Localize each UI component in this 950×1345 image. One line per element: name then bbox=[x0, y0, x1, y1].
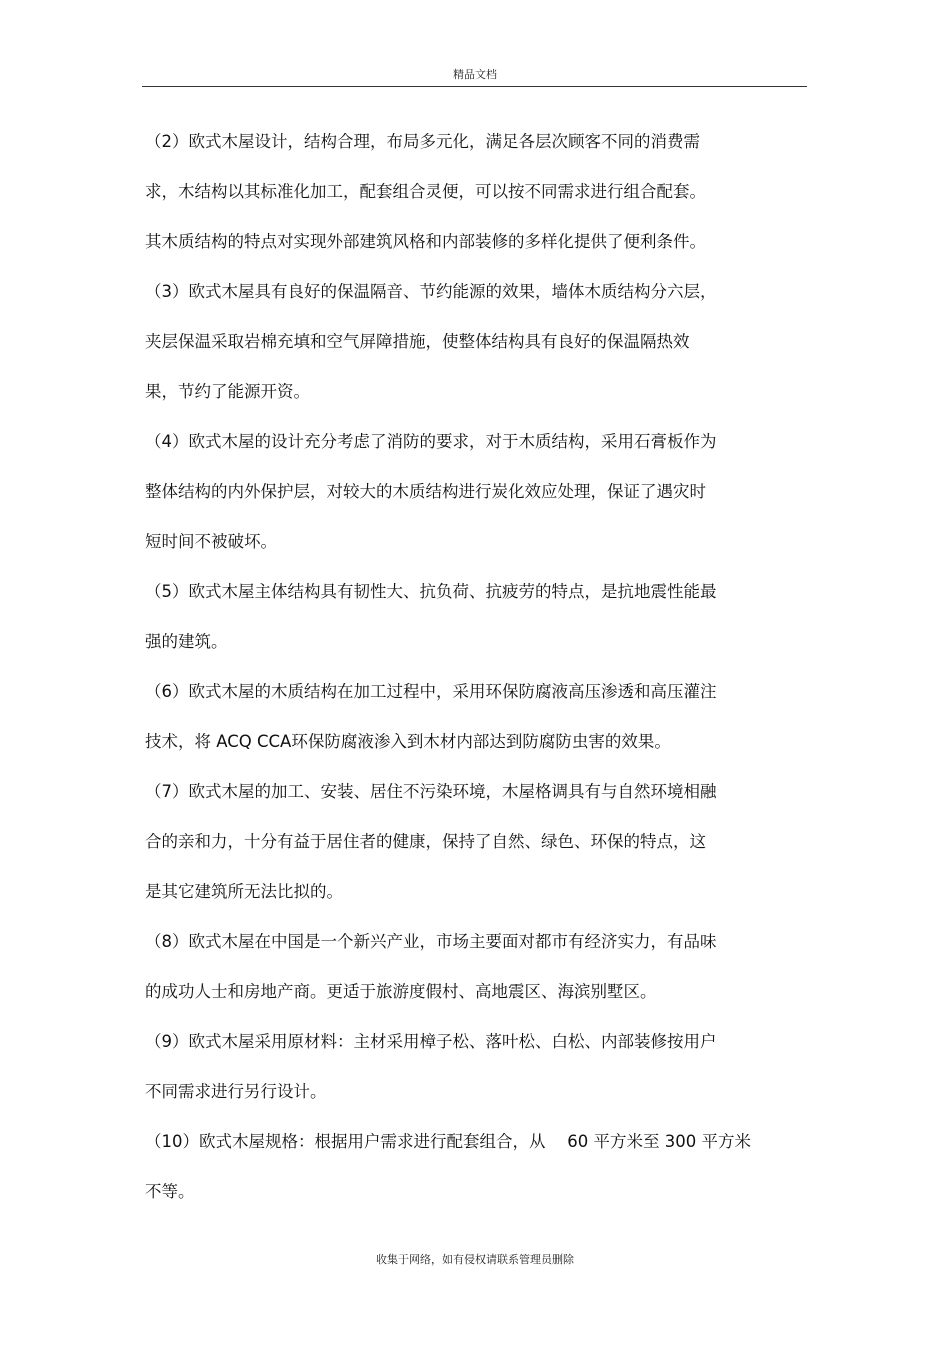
body-line: 是其它建筑所无法比拟的。 bbox=[145, 882, 343, 901]
body-line: （10）欧式木屋规格：根据用户需求进行配套组合，从 60 平方米至 300 平方米 bbox=[145, 1132, 751, 1151]
body-line: （3）欧式木屋具有良好的保温隔音、节约能源的效果，墙体木质结构分六层， bbox=[145, 282, 717, 301]
body-line: 合的亲和力，十分有益于居住者的健康，保持了自然、绿色、环保的特点，这 bbox=[145, 832, 706, 851]
body-line: （8）欧式木屋在中国是一个新兴产业，市场主要面对都市有经济实力，有品味 bbox=[145, 932, 717, 951]
body-line: 夹层保温采取岩棉充填和空气屏障措施，使整体结构具有良好的保温隔热效 bbox=[145, 332, 690, 351]
body-line: 的成功人士和房地产商。更适于旅游度假村、高地震区、海滨别墅区。 bbox=[145, 982, 657, 1001]
body-line: 强的建筑。 bbox=[145, 632, 228, 651]
body-line: （5）欧式木屋主体结构具有韧性大、抗负荷、抗疲劳的特点，是抗地震性能最 bbox=[145, 582, 717, 601]
footer-note: 收集于网络，如有侵权请联系管理员删除 bbox=[376, 1253, 574, 1266]
body-line: 技术，将 ACQ CCA环保防腐液渗入到木材内部达到防腐防虫害的效果。 bbox=[145, 732, 671, 751]
body-line: （7）欧式木屋的加工、安装、居住不污染环境，木屋格调具有与自然环境相融 bbox=[145, 782, 717, 801]
body-line: 果，节约了能源开资。 bbox=[145, 382, 310, 401]
body-line: （9）欧式木屋采用原材料：主材采用樟子松、落叶松、白松、内部装修按用户 bbox=[145, 1032, 717, 1051]
body-line: 求，木结构以其标准化加工，配套组合灵便，可以按不同需求进行组合配套。 bbox=[145, 182, 706, 201]
body-line: 短时间不被破坏。 bbox=[145, 532, 277, 551]
body-line: （2）欧式木屋设计，结构合理，布局多元化，满足各层次顾客不同的消费需 bbox=[145, 132, 700, 151]
header-divider bbox=[142, 86, 807, 87]
body-line: 其木质结构的特点对实现外部建筑风格和内部装修的多样化提供了便利条件。 bbox=[145, 232, 706, 251]
body-line: 不同需求进行另行设计。 bbox=[145, 1082, 327, 1101]
body-line: （6）欧式木屋的木质结构在加工过程中，采用环保防腐液高压渗透和高压灌注 bbox=[145, 682, 717, 701]
body-line: 不等。 bbox=[145, 1182, 195, 1201]
body-line: 整体结构的内外保护层，对较大的木质结构进行炭化效应处理，保证了遇灾时 bbox=[145, 482, 706, 501]
body-line: （4）欧式木屋的设计充分考虑了消防的要求，对于木质结构，采用石膏板作为 bbox=[145, 432, 717, 451]
header-title: 精品文档 bbox=[453, 68, 497, 81]
